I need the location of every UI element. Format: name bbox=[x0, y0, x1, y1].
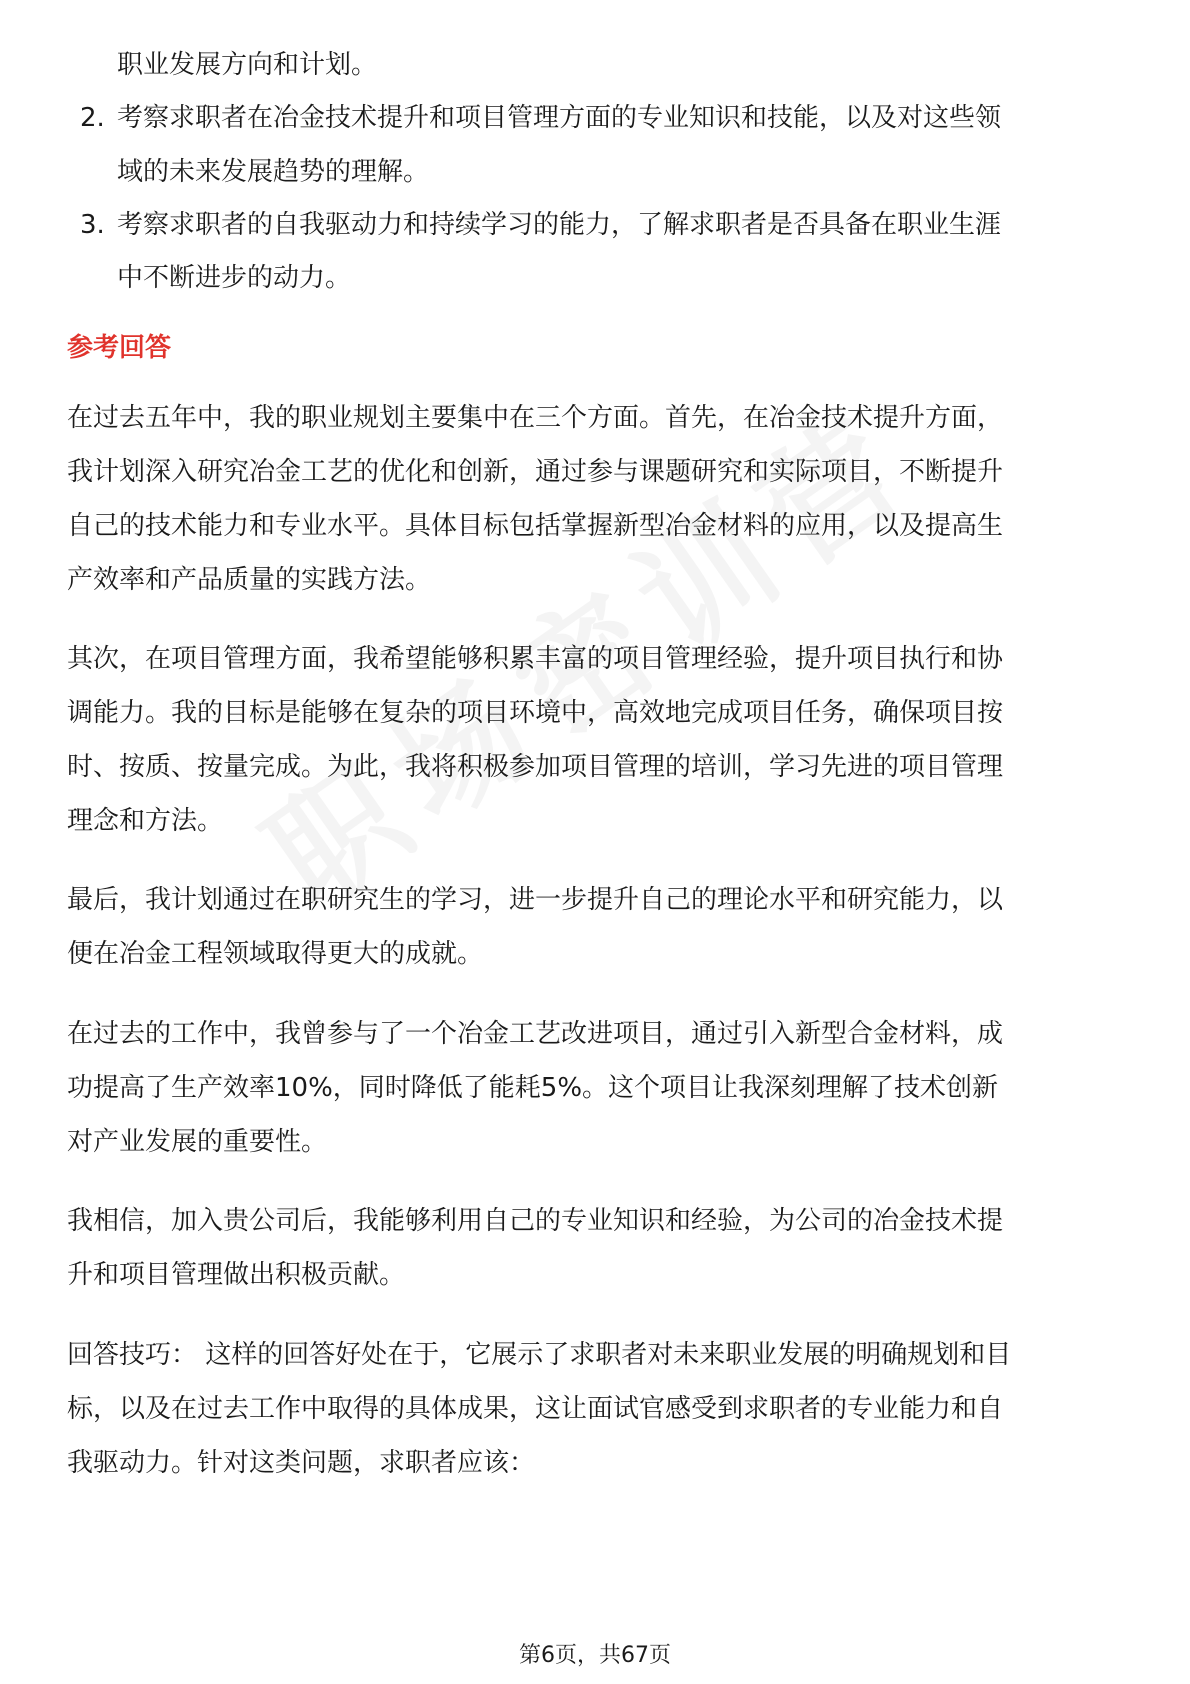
paragraph-line: 回答技巧： 这样的回答好处在于，它展示了求职者对未来职业发展的明确规划和目 bbox=[67, 1340, 1012, 1370]
paragraph-line: 在过去的工作中，我曾参与了一个冶金工艺改进项目，通过引入新型合金材料，成 bbox=[67, 1019, 1004, 1049]
paragraph-line: 理念和方法。 bbox=[67, 806, 224, 836]
list-line: 域的未来发展趋势的理解。 bbox=[117, 157, 430, 187]
page-number-footer: 第6页，共67页 bbox=[519, 1643, 671, 1668]
paragraph-line: 时、按质、按量完成。为此，我将积极参加项目管理的培训，学习先进的项目管理 bbox=[67, 752, 1004, 782]
list-line: 考察求职者的自我驱动力和持续学习的能力，了解求职者是否具备在职业生涯 bbox=[117, 210, 1002, 240]
paragraph-line: 功提高了生产效率10%，同时降低了能耗5%。这个项目让我深刻理解了技术创新 bbox=[67, 1073, 999, 1103]
paragraph-line: 最后，我计划通过在职研究生的学习，进一步提升自己的理论水平和研究能力，以 bbox=[67, 885, 1004, 915]
paragraph-line: 我相信，加入贵公司后，我能够利用自己的专业知识和经验，为公司的冶金技术提 bbox=[67, 1206, 1004, 1236]
list-item-continuation: 职业发展方向和计划。 bbox=[117, 50, 378, 80]
paragraph-line: 标，以及在过去工作中取得的具体成果，这让面试官感受到求职者的专业能力和自 bbox=[67, 1394, 1004, 1424]
paragraph-line: 我驱动力。针对这类问题，求职者应该： bbox=[67, 1448, 536, 1478]
list-line: 中不断进步的动力。 bbox=[117, 263, 352, 293]
list-line: 考察求职者在冶金技术提升和项目管理方面的专业知识和技能，以及对这些领 bbox=[117, 103, 1002, 133]
paragraph-line: 其次，在项目管理方面，我希望能够积累丰富的项目管理经验，提升项目执行和协 bbox=[67, 644, 1004, 674]
paragraph-line: 在过去五年中，我的职业规划主要集中在三个方面。首先，在冶金技术提升方面， bbox=[67, 403, 1004, 433]
paragraph-line: 我计划深入研究冶金工艺的优化和创新，通过参与课题研究和实际项目，不断提升 bbox=[67, 457, 1004, 487]
paragraph-line: 调能力。我的目标是能够在复杂的项目环境中，高效地完成项目任务，确保项目按 bbox=[67, 698, 1004, 728]
list-number: 3. bbox=[80, 210, 105, 240]
paragraph-line: 产效率和产品质量的实践方法。 bbox=[67, 565, 432, 595]
paragraph-line: 升和项目管理做出积极贡献。 bbox=[67, 1260, 406, 1290]
section-heading: 参考回答 bbox=[67, 333, 172, 363]
paragraph-line: 对产业发展的重要性。 bbox=[67, 1127, 328, 1157]
paragraph-line: 自己的技术能力和专业水平。具体目标包括掌握新型冶金材料的应用，以及提高生 bbox=[67, 511, 1004, 541]
paragraph-line: 便在冶金工程领域取得更大的成就。 bbox=[67, 939, 484, 969]
list-number: 2. bbox=[80, 103, 105, 133]
